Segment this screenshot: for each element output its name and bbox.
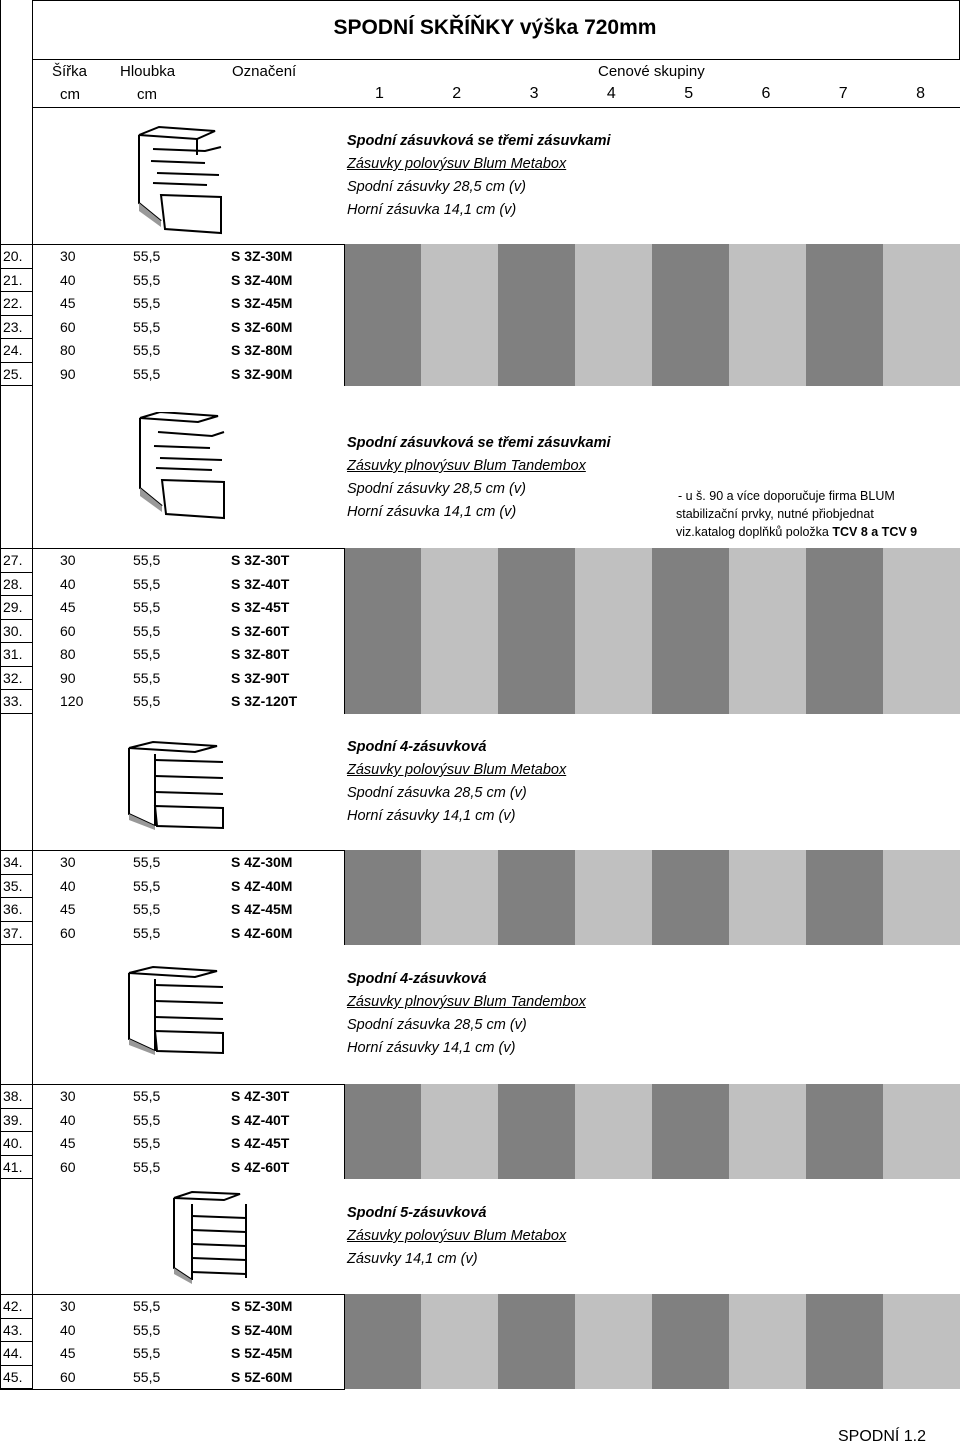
row-number: 45. — [3, 1368, 23, 1385]
price-cell-group-4[interactable] — [575, 1294, 652, 1389]
description-line: Horní zásuvka 14,1 cm (v) — [347, 504, 517, 520]
row-number: 33. — [3, 693, 23, 709]
price-cell-group-8[interactable] — [883, 1084, 960, 1179]
row-width: 45 — [60, 599, 76, 615]
row-width: 30 — [60, 552, 76, 568]
row-number: 24. — [3, 342, 23, 358]
row-code: S 3Z-80M — [231, 342, 293, 358]
row-code: S 5Z-40M — [231, 1321, 293, 1338]
table-row[interactable] — [0, 667, 344, 690]
row-depth: 55,5 — [133, 1321, 161, 1338]
price-cell-group-8[interactable] — [883, 1294, 960, 1389]
description-line: Spodní zásuvka 28,5 cm (v) — [347, 1017, 527, 1033]
row-code: S 5Z-60M — [231, 1368, 293, 1385]
row-number: 35. — [3, 877, 23, 894]
row-depth: 55,5 — [133, 693, 161, 709]
row-code: S 3Z-90T — [231, 669, 290, 686]
table-row[interactable] — [0, 643, 344, 666]
price-cell-group-6[interactable] — [729, 1294, 806, 1389]
row-code: S 3Z-120T — [231, 693, 298, 709]
table-row[interactable] — [0, 269, 344, 292]
description-line: Spodní zásuvky 28,5 cm (v) — [347, 179, 526, 195]
header-groups-label: Cenové skupiny — [598, 63, 705, 80]
description-system: Zásuvky polovýsuv Blum Metabox — [347, 1228, 567, 1244]
price-cell-group-7[interactable] — [806, 548, 883, 714]
note-line: stabilizační prvky, nutné přiobjednat — [676, 507, 874, 521]
row-depth: 55,5 — [133, 669, 161, 686]
cabinet-4-drawer-tandem-icon — [125, 965, 230, 1057]
code-column-rule — [344, 548, 345, 714]
price-cell-group-3[interactable] — [498, 548, 575, 714]
row-depth: 55,5 — [133, 901, 161, 917]
price-cell-group-1[interactable] — [344, 244, 421, 386]
row-width: 30 — [60, 248, 76, 264]
row-code: S 3Z-30T — [231, 552, 290, 568]
row-depth: 55,5 — [133, 1088, 161, 1104]
row-width: 45 — [60, 901, 76, 917]
row-number: 38. — [3, 1088, 23, 1104]
table-row[interactable] — [0, 363, 344, 386]
price-cell-group-3[interactable] — [498, 850, 575, 945]
row-width: 30 — [60, 1298, 76, 1314]
price-cell-group-8[interactable] — [883, 850, 960, 945]
row-number: 27. — [3, 552, 23, 568]
row-width: 30 — [60, 854, 76, 870]
row-code: S 4Z-40M — [231, 877, 293, 894]
price-group-2: 2 — [452, 85, 462, 102]
page-footer: SPODNÍ 1.2 — [837, 1428, 926, 1445]
row-number: 20. — [3, 248, 23, 264]
description-system: Zásuvky plnovýsuv Blum Tandembox — [347, 458, 586, 474]
price-cell-group-1[interactable] — [344, 548, 421, 714]
code-column-rule — [344, 850, 345, 945]
price-cell-group-5[interactable] — [652, 1084, 729, 1179]
row-width: 40 — [60, 1111, 76, 1128]
description-title: Spodní zásuvková se třemi zásuvkami — [347, 435, 611, 451]
price-group-5: 5 — [684, 85, 694, 102]
price-cell-group-5[interactable] — [652, 1294, 729, 1389]
price-group-columns — [344, 1084, 960, 1179]
note-line — [676, 523, 917, 541]
header-unit-depth: cm — [137, 86, 157, 103]
price-cell-group-2[interactable] — [421, 1084, 498, 1179]
note-text: viz.katalog doplňků položka — [676, 525, 833, 539]
row-depth: 55,5 — [133, 924, 161, 941]
price-cell-group-6[interactable] — [729, 548, 806, 714]
row-depth: 55,5 — [133, 854, 161, 870]
price-cell-group-6[interactable] — [729, 244, 806, 386]
section-description — [347, 736, 566, 828]
price-cell-group-2[interactable] — [421, 1294, 498, 1389]
row-number: 34. — [3, 854, 23, 870]
table-row[interactable] — [0, 245, 344, 268]
row-code: S 4Z-45T — [231, 1135, 290, 1151]
section-description — [347, 432, 611, 524]
header-code-label: Označení — [232, 63, 297, 80]
table-row[interactable] — [0, 620, 344, 643]
table-row[interactable] — [0, 339, 344, 362]
row-number: 40. — [3, 1135, 23, 1151]
row-code: S 3Z-40T — [231, 575, 290, 592]
row-width: 60 — [60, 318, 76, 335]
row-code: S 3Z-90M — [231, 365, 293, 382]
description-system: Zásuvky plnovýsuv Blum Tandembox — [347, 994, 586, 1010]
row-number: 44. — [3, 1345, 23, 1361]
price-cell-group-1[interactable] — [344, 1294, 421, 1389]
row-width: 90 — [60, 669, 76, 686]
table-row[interactable] — [0, 1156, 344, 1179]
price-cell-group-8[interactable] — [883, 244, 960, 386]
price-cell-group-1[interactable] — [344, 1084, 421, 1179]
row-number: 30. — [3, 622, 23, 639]
description-title: Spodní 4-zásuvková — [347, 971, 487, 987]
row-depth: 55,5 — [133, 599, 161, 615]
row-number: 31. — [3, 646, 23, 662]
row-width: 40 — [60, 575, 76, 592]
row-number: 43. — [3, 1321, 23, 1338]
description-line: Spodní zásuvky 28,5 cm (v) — [347, 481, 526, 497]
row-code: S 5Z-30M — [231, 1298, 293, 1314]
note-reference: TCV 8 a TCV 9 — [832, 525, 918, 539]
row-code: S 3Z-60M — [231, 318, 293, 335]
row-depth: 55,5 — [133, 342, 161, 358]
page-title: SPODNÍ SKŘÍŇKY výška 720mm — [333, 16, 657, 39]
table-row[interactable] — [0, 690, 344, 713]
row-depth: 55,5 — [133, 365, 161, 382]
code-column-rule — [344, 244, 345, 386]
row-width: 45 — [60, 1135, 76, 1151]
price-group-3: 3 — [529, 85, 539, 102]
price-group-columns — [344, 1294, 960, 1389]
row-depth: 55,5 — [133, 1135, 161, 1151]
row-rule — [0, 385, 32, 386]
row-depth: 55,5 — [133, 248, 161, 264]
row-number: 23. — [3, 318, 23, 335]
table-row[interactable] — [0, 898, 344, 921]
code-column-rule — [344, 1294, 345, 1389]
row-number: 22. — [3, 295, 23, 311]
row-number: 25. — [3, 365, 23, 382]
row-depth: 55,5 — [133, 622, 161, 639]
cabinet-4-drawer-icon — [125, 740, 230, 832]
row-width: 40 — [60, 1321, 76, 1338]
cabinet-3-drawer-tandem-icon — [138, 412, 228, 524]
description-line: Horní zásuvky 14,1 cm (v) — [347, 1040, 516, 1056]
price-group-8: 8 — [916, 85, 925, 102]
section-description — [347, 1202, 566, 1271]
price-cell-group-2[interactable] — [421, 850, 498, 945]
row-rule — [0, 944, 32, 945]
price-cell-group-3[interactable] — [498, 1084, 575, 1179]
price-cell-group-3[interactable] — [498, 244, 575, 386]
row-number: 37. — [3, 924, 23, 941]
cabinet-3-drawer-icon — [135, 125, 225, 240]
row-depth: 55,5 — [133, 271, 161, 288]
row-number: 32. — [3, 669, 23, 686]
row-number: 36. — [3, 901, 23, 917]
row-width: 40 — [60, 877, 76, 894]
price-cell-group-6[interactable] — [729, 850, 806, 945]
row-code: S 5Z-45M — [231, 1345, 293, 1361]
table-row[interactable] — [0, 922, 344, 945]
description-title: Spodní 4-zásuvková — [347, 739, 487, 755]
price-group-6: 6 — [761, 85, 771, 102]
row-code: S 3Z-40M — [231, 271, 293, 288]
table-row[interactable] — [0, 1132, 344, 1155]
price-cell-group-4[interactable] — [575, 244, 652, 386]
price-group-1: 1 — [375, 85, 384, 102]
row-width: 30 — [60, 1088, 76, 1104]
row-width: 60 — [60, 622, 76, 639]
code-column-rule — [344, 1084, 345, 1179]
table-row[interactable] — [0, 549, 344, 572]
row-depth: 55,5 — [133, 1298, 161, 1314]
section-description — [347, 130, 611, 222]
row-depth: 55,5 — [133, 552, 161, 568]
row-depth: 55,5 — [133, 295, 161, 311]
row-code: S 4Z-30T — [231, 1088, 290, 1104]
price-cell-group-8[interactable] — [883, 548, 960, 714]
price-group-columns — [344, 850, 960, 945]
price-group-4: 4 — [606, 85, 616, 102]
price-cell-group-6[interactable] — [729, 1084, 806, 1179]
row-number: 39. — [3, 1111, 23, 1128]
description-line: Spodní zásuvka 28,5 cm (v) — [347, 785, 527, 801]
description-title: Spodní zásuvková se třemi zásuvkami — [347, 133, 611, 149]
row-code: S 3Z-45T — [231, 599, 290, 615]
table-row[interactable] — [0, 1109, 344, 1132]
row-number: 28. — [3, 575, 23, 592]
table-row[interactable] — [0, 573, 344, 596]
price-group-7: 7 — [838, 85, 848, 102]
header-width-label: Šířka — [52, 63, 88, 80]
row-depth: 55,5 — [133, 1111, 161, 1128]
row-number: 29. — [3, 599, 23, 615]
note-line: - u š. 90 a více doporučuje firma BLUM — [678, 489, 895, 503]
table-row[interactable] — [0, 1366, 344, 1389]
stabilizer-note — [676, 487, 917, 541]
bottom-rule — [0, 1389, 345, 1390]
cabinet-5-drawer-icon — [170, 1190, 250, 1285]
row-depth: 55,5 — [133, 318, 161, 335]
row-width: 60 — [60, 924, 76, 941]
row-number: 41. — [3, 1158, 23, 1175]
row-width: 80 — [60, 646, 76, 662]
row-width: 80 — [60, 342, 76, 358]
description-system: Zásuvky polovýsuv Blum Metabox — [347, 762, 567, 778]
table-row[interactable] — [0, 1295, 344, 1318]
row-width: 60 — [60, 1158, 76, 1175]
price-cell-group-7[interactable] — [806, 1294, 883, 1389]
price-cell-group-5[interactable] — [652, 244, 729, 386]
row-depth: 55,5 — [133, 1368, 161, 1385]
row-depth: 55,5 — [133, 1158, 161, 1175]
row-width: 90 — [60, 365, 76, 382]
row-code: S 3Z-80T — [231, 646, 290, 662]
price-cell-group-7[interactable] — [806, 1084, 883, 1179]
row-code: S 4Z-40T — [231, 1111, 290, 1128]
description-system: Zásuvky polovýsuv Blum Metabox — [347, 156, 567, 172]
table-row[interactable] — [0, 851, 344, 874]
row-number: 42. — [3, 1298, 23, 1314]
row-rule — [0, 1178, 32, 1179]
price-cell-group-7[interactable] — [806, 850, 883, 945]
price-cell-group-5[interactable] — [652, 850, 729, 945]
row-code: S 3Z-45M — [231, 295, 293, 311]
price-cell-group-4[interactable] — [575, 1084, 652, 1179]
row-depth: 55,5 — [133, 575, 161, 592]
header-unit-width: cm — [60, 86, 80, 103]
row-width: 40 — [60, 271, 76, 288]
row-width: 60 — [60, 1368, 76, 1385]
price-group-columns — [344, 548, 960, 714]
row-width: 45 — [60, 1345, 76, 1361]
row-rule — [0, 1388, 32, 1389]
row-width: 120 — [60, 693, 84, 709]
price-cell-group-5[interactable] — [652, 548, 729, 714]
price-cell-group-1[interactable] — [344, 850, 421, 945]
header-bottom-rule — [32, 107, 960, 108]
row-depth: 55,5 — [133, 646, 161, 662]
header-depth-label: Hloubka — [120, 63, 176, 80]
row-code: S 4Z-45M — [231, 901, 293, 917]
table-row[interactable] — [0, 875, 344, 898]
description-line: Horní zásuvky 14,1 cm (v) — [347, 808, 516, 824]
row-code: S 4Z-30M — [231, 854, 293, 870]
price-cell-group-2[interactable] — [421, 244, 498, 386]
row-code: S 4Z-60T — [231, 1158, 290, 1175]
table-row[interactable] — [0, 1319, 344, 1342]
table-row[interactable] — [0, 596, 344, 619]
row-width: 45 — [60, 295, 76, 311]
price-cell-group-3[interactable] — [498, 1294, 575, 1389]
row-code: S 3Z-30M — [231, 248, 293, 264]
description-line: Zásuvky 14,1 cm (v) — [347, 1251, 478, 1267]
table-row[interactable] — [0, 1085, 344, 1108]
row-code: S 4Z-60M — [231, 924, 293, 941]
row-rule — [0, 713, 32, 714]
price-group-columns — [344, 244, 960, 386]
row-code: S 3Z-60T — [231, 622, 290, 639]
price-cell-group-4[interactable] — [575, 548, 652, 714]
table-row[interactable] — [0, 316, 344, 339]
section-description — [347, 968, 586, 1060]
row-depth: 55,5 — [133, 1345, 161, 1361]
price-cell-group-2[interactable] — [421, 548, 498, 714]
row-number: 21. — [3, 271, 23, 288]
price-cell-group-4[interactable] — [575, 850, 652, 945]
row-depth: 55,5 — [133, 877, 161, 894]
description-line: Horní zásuvka 14,1 cm (v) — [347, 202, 517, 218]
table-row[interactable] — [0, 292, 344, 315]
price-cell-group-7[interactable] — [806, 244, 883, 386]
table-row[interactable] — [0, 1342, 344, 1365]
description-title: Spodní 5-zásuvková — [347, 1205, 487, 1221]
